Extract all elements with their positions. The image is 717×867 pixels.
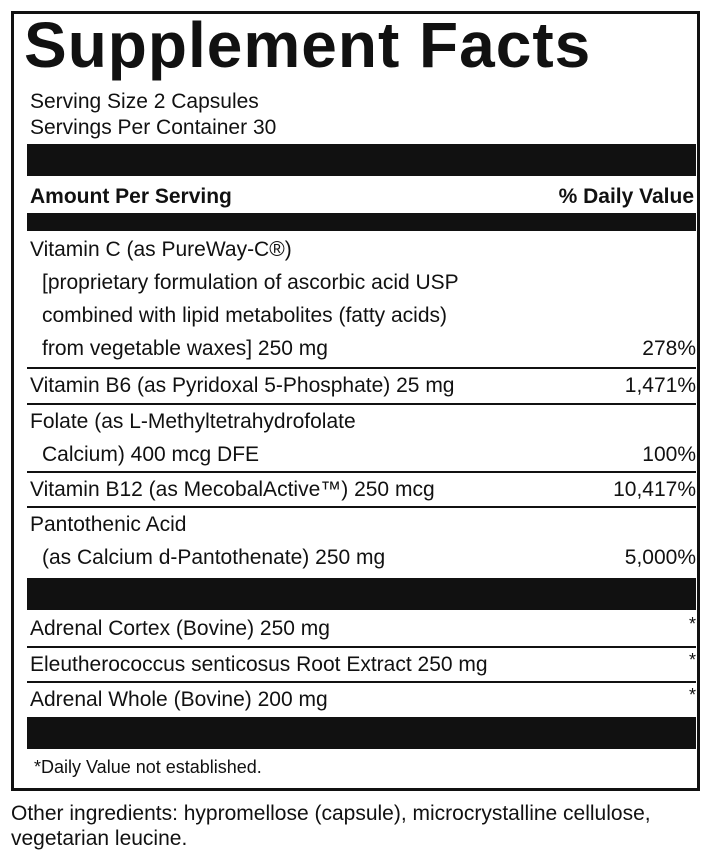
nutrient-line: Adrenal Whole (Bovine) 200 mg xyxy=(30,688,328,711)
daily-value: 100% xyxy=(642,443,696,466)
column-header xyxy=(30,185,694,209)
thick-divider-header xyxy=(27,213,696,231)
nutrient-line: Pantothenic Acid xyxy=(30,513,187,536)
other-ingredients: Other ingredients: hypromellose (capsule), microcrystalline cellulose, vegetarian leucine. xyxy=(11,802,651,850)
nutrient-line: [proprietary formulation of ascorbic acid USP xyxy=(42,271,459,294)
daily-value: 10,417% xyxy=(613,478,696,501)
header-amount-per-serving: Amount Per Serving xyxy=(30,185,232,208)
nutrient-line: combined with lipid metabolites (fatty acids) xyxy=(42,304,448,327)
thick-divider-bottom xyxy=(27,717,696,749)
nutrient-line: Calcium) 400 mcg DFE xyxy=(42,443,260,466)
daily-value: 1,471% xyxy=(624,374,696,397)
nutrient-row-adrenal-whole xyxy=(27,683,696,716)
nutrient-line: Eleutherococcus senticosus Root Extract 250 mg xyxy=(30,653,488,676)
nutrient-row-vitamin-b12 xyxy=(27,473,696,506)
nutrient-line: Folate (as L-Methyltetrahydrofolate xyxy=(30,410,356,433)
thick-divider-middle xyxy=(27,578,696,610)
footnote: *Daily Value not established. xyxy=(34,757,262,777)
nutrient-line: Vitamin B6 (as Pyridoxal 5-Phosphate) 25 mg xyxy=(30,374,455,397)
daily-value-not-established: * xyxy=(688,685,696,705)
nutrient-line: (as Calcium d-Pantothenate) 250 mg xyxy=(42,546,386,569)
panel-title: Supplement Facts xyxy=(24,9,592,81)
nutrient-row-vitamin-c xyxy=(27,233,696,365)
nutrient-line: Adrenal Cortex (Bovine) 250 mg xyxy=(30,617,330,640)
daily-value-not-established: * xyxy=(688,650,696,670)
servings-per-container: Servings Per Container 30 xyxy=(30,116,277,139)
thick-divider-top xyxy=(27,144,696,176)
nutrient-row-eleutherococcus xyxy=(27,648,696,681)
header-daily-value: % Daily Value xyxy=(558,185,694,208)
daily-value-not-established: * xyxy=(688,614,696,634)
nutrient-line: Vitamin B12 (as MecobalActive™) 250 mcg xyxy=(30,478,435,501)
nutrient-row-folate xyxy=(27,405,696,471)
nutrient-line: Vitamin C (as PureWay-C®) xyxy=(30,238,292,261)
nutrient-row-vitamin-b6 xyxy=(27,369,696,402)
serving-size: Serving Size 2 Capsules xyxy=(30,90,259,113)
daily-value: 278% xyxy=(642,337,696,360)
daily-value: 5,000% xyxy=(624,546,696,569)
nutrient-row-adrenal-cortex xyxy=(27,612,696,645)
nutrient-line: from vegetable waxes] 250 mg xyxy=(42,337,328,360)
supplement-facts-panel xyxy=(11,11,700,791)
nutrient-row-pantothenic-acid xyxy=(27,508,696,574)
